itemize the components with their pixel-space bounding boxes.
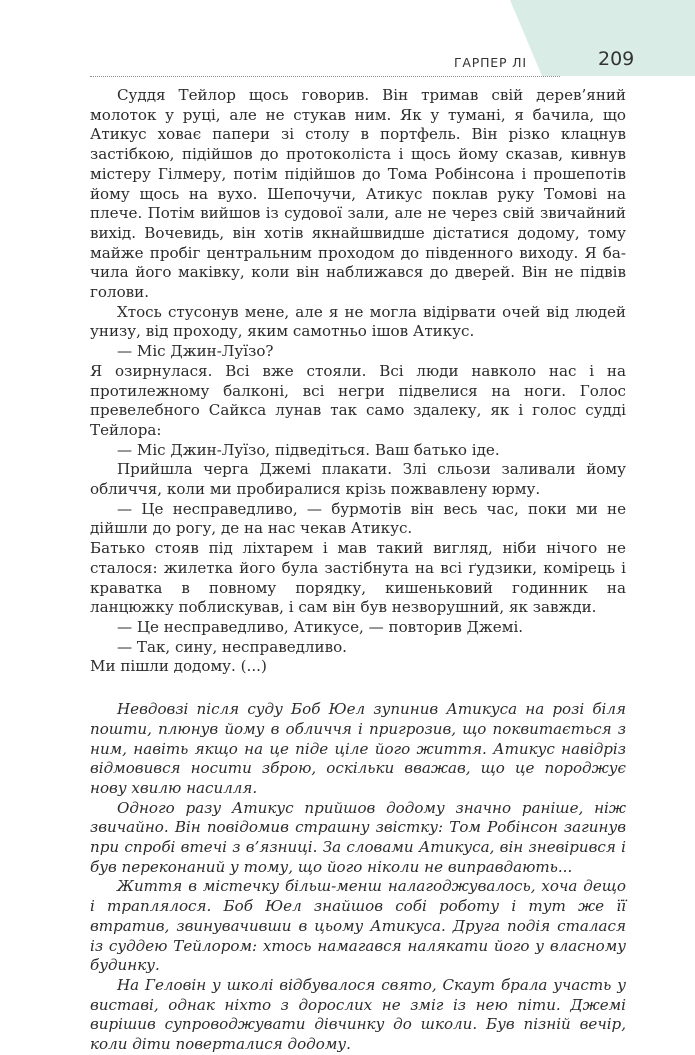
dialogue-line: — Так, сину, несправедливо. [117,637,347,656]
paragraph: Я озирнулася. Всі вже стояли. Всі люди навколо нас і на протилежному балконі, всі негри підвелися на ноги. Голос превелебного Сайкса лунав так само здалеку, як і голос судді Тейлора: [90,361,626,439]
summary-paragraph: На Геловін у школі відбувалося свято, Скаут брала участь у виставі, однак ніхто з дорослих не зміг із нею піти. Джемі вирішив супроводжувати дівчинку до школи. Був пізній вечір, коли діти поверталися додому. [90,975,626,1054]
summary-paragraph: Життя в містечку більш-менш налагоджувалось, хоча дещо і траплялося. Боб Юел знайшов собі роботу і тут же її втратив, звинувачивши в цьому Атикуса. Друга подія сталася із суддею Тейлором: хтось намагався налякати його у власному будинку. [90,877,626,975]
main-text [90,86,626,1055]
summary-paragraph: Одного разу Атикус прийшов додому значно раніше, ніж звичайно. Він повідомив страшну звістку: Том Робінсон загинув при спробі втечі з в’язниці. За словами Атикуса, він зневірився і був переконаний у тому, що його ніколи не виправдають... [90,798,626,876]
paragraph: Батько стояв під ліхтарем і мав такий вигляд, ніби нічого не сталося: жилетка його була застібнута на всі ґудзики, комірець і краватка в повному порядку, кишеньковий годинник на ланцюжку поблискував, і сам він був незворушний, як завжди. [90,539,626,617]
header-divider [90,76,560,77]
paragraph: Хтось стусонув мене, але я не могла відірвати очей від людей унизу, від проходу, яким самотньо ішов Атикус. [90,302,626,341]
dialogue-line: — Міс Джин-Луїзо, підведіться. Ваш батько іде. [117,440,500,459]
summary-block [90,700,626,1055]
paragraph: Ми пішли додому. (...) [90,657,267,676]
dialogue-line: — Це несправедливо, Атикусе, — повторив Джемі. [117,617,524,636]
dialogue-line: — Міс Джин-Луїзо? [117,342,274,361]
paragraph: Суддя Тейлор щось говорив. Він тримав свій дерев’яний молоток у руці, але не стукав ним. Як у тумані, я бачила, що Атикус ховає папери зі столу в портфель. Він різко клацнув застібкою, підійшов до протоколіста і щось йому сказав, кивнув містеру Гілмеру, потім підійшов до Тома Робінсона і прошепотів йому щось на вухо. Шепочучи, Атикус поклав руку Томові на плече. Потім вийшов із судової зали, але не через свій звичайний вихід. Вочевидь, він хотів якнайшвидше дістатися додому, тому майже пробіг центральним проходом до південного виходу. Я бачила його маківку, коли він наближався до дверей. Він не підвів голови. [90,86,626,302]
paragraph: Прийшла черга Джемі плакати. Злі сльози заливали йому обличчя, коли ми пробиралися крізь пожвавлену юрму. [90,460,626,499]
running-header-author: ГАРПЕР ЛІ [454,55,527,70]
page-number: 209 [598,48,635,70]
summary-paragraph: Невдовзі після суду Боб Юел зупинив Атикуса на розі біля пошти, плюнув йому в обличчя і пригрозив, що поквитається з ним, навіть якщо на це піде ціле його життя. Атикус навідріз відмовився носити зброю, оскільки вважав, що це породжує нову хвилю насилля. [90,700,626,797]
dialogue-line: — Це несправедливо, — бурмотів він весь час, поки ми не дійшли до рогу, де на нас чекав Атикус. [90,499,626,538]
